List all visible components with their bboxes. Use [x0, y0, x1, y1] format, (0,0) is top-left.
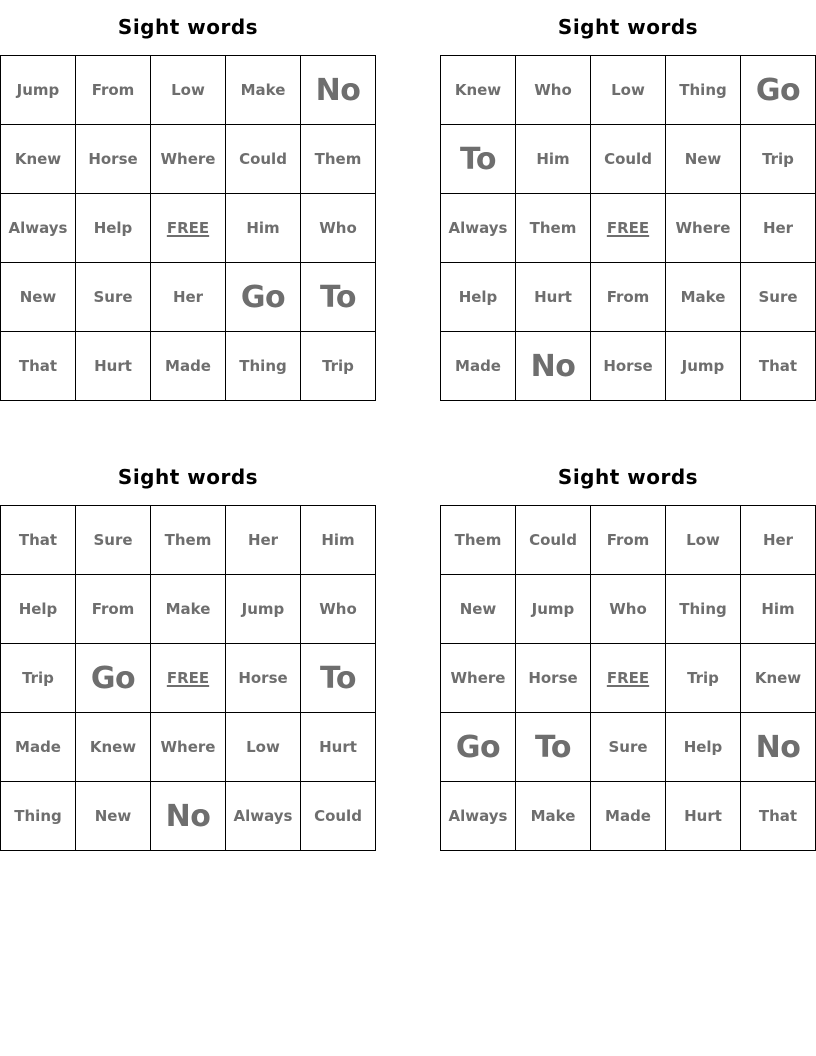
word-cell: Who [516, 56, 591, 125]
free-cell: FREE [151, 194, 226, 263]
word-cell: Where [441, 644, 516, 713]
bingo-row [441, 782, 816, 851]
word-cell: Horse [226, 644, 301, 713]
word-cell: Sure [76, 263, 151, 332]
word-cell: Her [226, 506, 301, 575]
word-cell: Low [591, 56, 666, 125]
bingo-row [441, 194, 816, 263]
card-title: Sight words [117, 465, 259, 489]
word-cell: Thing [666, 575, 741, 644]
word-cell: Thing [226, 332, 301, 401]
word-cell: Could [226, 125, 301, 194]
word-cell: Who [591, 575, 666, 644]
bingo-row [1, 506, 376, 575]
word-cell: Could [591, 125, 666, 194]
word-cell: To [516, 713, 591, 782]
word-cell: Hurt [76, 332, 151, 401]
word-cell: Her [151, 263, 226, 332]
word-cell: Them [301, 125, 376, 194]
bingo-row [441, 506, 816, 575]
bingo-row [441, 713, 816, 782]
bingo-row [1, 194, 376, 263]
word-cell: Go [741, 56, 816, 125]
word-cell: Always [441, 782, 516, 851]
word-cell: Jump [516, 575, 591, 644]
word-cell: Horse [516, 644, 591, 713]
word-cell: Her [741, 506, 816, 575]
word-cell: Hurt [301, 713, 376, 782]
word-cell: Jump [1, 56, 76, 125]
card-title: Sight words [557, 15, 699, 39]
word-cell: Her [741, 194, 816, 263]
word-cell: Trip [741, 125, 816, 194]
bingo-card-3 [0, 450, 376, 851]
word-cell: Help [76, 194, 151, 263]
word-cell: Trip [1, 644, 76, 713]
word-cell: Jump [226, 575, 301, 644]
word-cell: Hurt [516, 263, 591, 332]
word-cell: Him [226, 194, 301, 263]
word-cell: To [301, 263, 376, 332]
word-cell: Him [301, 506, 376, 575]
word-cell: No [301, 56, 376, 125]
word-cell: Made [441, 332, 516, 401]
word-cell: Make [666, 263, 741, 332]
bingo-row [1, 263, 376, 332]
word-cell: Who [301, 194, 376, 263]
free-cell: FREE [591, 644, 666, 713]
word-cell: That [741, 332, 816, 401]
word-cell: New [1, 263, 76, 332]
word-cell: Could [516, 506, 591, 575]
word-cell: New [441, 575, 516, 644]
bingo-row [441, 125, 816, 194]
word-cell: Them [441, 506, 516, 575]
word-cell: Horse [591, 332, 666, 401]
bingo-row [1, 332, 376, 401]
bingo-row [1, 575, 376, 644]
word-cell: Could [301, 782, 376, 851]
word-cell: Him [741, 575, 816, 644]
word-cell: Where [151, 125, 226, 194]
word-cell: Knew [741, 644, 816, 713]
word-cell: New [666, 125, 741, 194]
word-cell: Sure [741, 263, 816, 332]
word-cell: Help [1, 575, 76, 644]
word-cell: Trip [301, 332, 376, 401]
word-cell: To [301, 644, 376, 713]
bingo-grid [0, 55, 376, 401]
word-cell: That [1, 332, 76, 401]
word-cell: From [76, 56, 151, 125]
bingo-row [441, 575, 816, 644]
word-cell: Hurt [666, 782, 741, 851]
bingo-row [441, 263, 816, 332]
word-cell: Knew [1, 125, 76, 194]
word-cell: No [151, 782, 226, 851]
word-cell: Low [666, 506, 741, 575]
word-cell: Knew [76, 713, 151, 782]
free-cell: FREE [151, 644, 226, 713]
word-cell: From [591, 263, 666, 332]
word-cell: Help [666, 713, 741, 782]
word-cell: To [441, 125, 516, 194]
word-cell: From [591, 506, 666, 575]
word-cell: Them [516, 194, 591, 263]
card-title: Sight words [557, 465, 699, 489]
word-cell: Where [151, 713, 226, 782]
word-cell: That [741, 782, 816, 851]
word-cell: Horse [76, 125, 151, 194]
word-cell: Where [666, 194, 741, 263]
word-cell: Who [301, 575, 376, 644]
bingo-grid [440, 55, 816, 401]
word-cell: Jump [666, 332, 741, 401]
bingo-row [1, 125, 376, 194]
word-cell: Make [151, 575, 226, 644]
word-cell: Low [151, 56, 226, 125]
card-title: Sight words [117, 15, 259, 39]
word-cell: Always [226, 782, 301, 851]
word-cell: Low [226, 713, 301, 782]
bingo-grid [440, 505, 816, 851]
word-cell: Make [516, 782, 591, 851]
bingo-row [441, 56, 816, 125]
word-cell: Thing [1, 782, 76, 851]
word-cell: Made [591, 782, 666, 851]
bingo-row [1, 644, 376, 713]
word-cell: Them [151, 506, 226, 575]
free-cell: FREE [591, 194, 666, 263]
word-cell: No [516, 332, 591, 401]
word-cell: That [1, 506, 76, 575]
word-cell: New [76, 782, 151, 851]
word-cell: Made [151, 332, 226, 401]
word-cell: Always [441, 194, 516, 263]
bingo-row [1, 713, 376, 782]
word-cell: Knew [441, 56, 516, 125]
word-cell: Him [516, 125, 591, 194]
bingo-card-1 [0, 0, 376, 401]
word-cell: Always [1, 194, 76, 263]
word-cell: Thing [666, 56, 741, 125]
word-cell: Help [441, 263, 516, 332]
word-cell: Go [76, 644, 151, 713]
bingo-row [441, 644, 816, 713]
word-cell: Made [1, 713, 76, 782]
bingo-card-2 [440, 0, 816, 401]
word-cell: Trip [666, 644, 741, 713]
word-cell: No [741, 713, 816, 782]
bingo-row [1, 56, 376, 125]
bingo-row [1, 782, 376, 851]
word-cell: Sure [591, 713, 666, 782]
word-cell: Sure [76, 506, 151, 575]
word-cell: Go [441, 713, 516, 782]
word-cell: Go [226, 263, 301, 332]
bingo-row [441, 332, 816, 401]
bingo-card-4 [440, 450, 816, 851]
word-cell: From [76, 575, 151, 644]
bingo-grid [0, 505, 376, 851]
word-cell: Make [226, 56, 301, 125]
